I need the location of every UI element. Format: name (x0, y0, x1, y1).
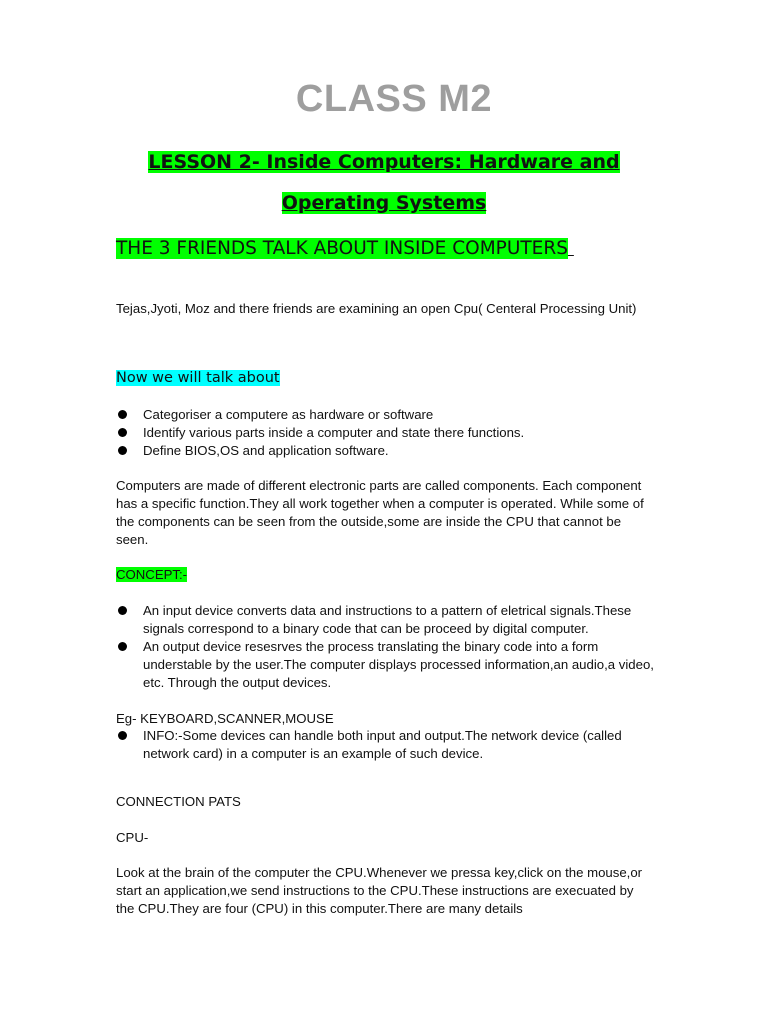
list-item (116, 638, 656, 692)
concept-label-text: CONCEPT:- (116, 567, 188, 582)
list-item (116, 727, 656, 763)
info-list (116, 727, 656, 763)
subheading-trailing-underline (568, 238, 574, 259)
list-item (116, 602, 656, 638)
list-item (116, 424, 656, 442)
objective-text: Identify various parts inside a computer and state there functions. (143, 425, 525, 440)
concept-label (116, 567, 187, 582)
objective-text: Categoriser a computere as hardware or software (143, 407, 434, 422)
subheading (116, 238, 574, 259)
now-label-text: Now we will talk about (116, 370, 280, 386)
now-label (116, 370, 280, 386)
concept-list (116, 602, 656, 692)
bullet-icon (118, 642, 127, 651)
bullet-icon (118, 731, 127, 740)
concept-text: An output device resesrves the process translating the binary code into a form understable by the user.The computer displays processed information,an audio,a video, etc. Through the output devices. (143, 639, 654, 690)
connection-heading: CONNECTION PATS (116, 794, 241, 809)
list-item (116, 442, 656, 460)
subheading-text: THE 3 FRIENDS TALK ABOUT INSIDE COMPUTERS (116, 238, 568, 259)
lesson-heading-text: LESSON 2- Inside Computers: Hardware and Operating Systems (148, 151, 620, 214)
lesson-heading (100, 142, 668, 224)
bullet-icon (118, 410, 127, 419)
components-paragraph: Computers are made of different electronic parts are called components. Each component has a specific function.They all work together when a computer is operated. While some of the components can be seen from the outside,some are inside the CPU that cannot be seen. (116, 478, 644, 547)
objective-text: Define BIOS,OS and application software. (143, 443, 389, 458)
cpu-heading: CPU- (116, 830, 149, 845)
objectives-list (116, 406, 656, 460)
bullet-icon (118, 606, 127, 615)
concept-text: An input device converts data and instructions to a pattern of eletrical signals.These signals correspond to a binary code that can be proceed by digital computer. (143, 603, 632, 636)
bullet-icon (118, 446, 127, 455)
intro-paragraph: Tejas,Jyoti, Moz and there friends are examining an open Cpu( Centeral Processing Unit) (116, 301, 637, 316)
list-item (116, 406, 656, 424)
bullet-icon (118, 428, 127, 437)
page-title: CLASS M2 (295, 78, 493, 120)
cpu-paragraph: Look at the brain of the computer the CPU.Whenever we pressa key,click on the mouse,or start an application,we send instructions to the CPU.These instructions are execuated by the CPU.They are four (CPU) in this computer.There are many details (116, 865, 643, 916)
info-text: INFO:-Some devices can handle both input and output.The network device (called network card) in a computer is an example of such device. (143, 728, 622, 761)
example-line: Eg- KEYBOARD,SCANNER,MOUSE (116, 711, 334, 726)
